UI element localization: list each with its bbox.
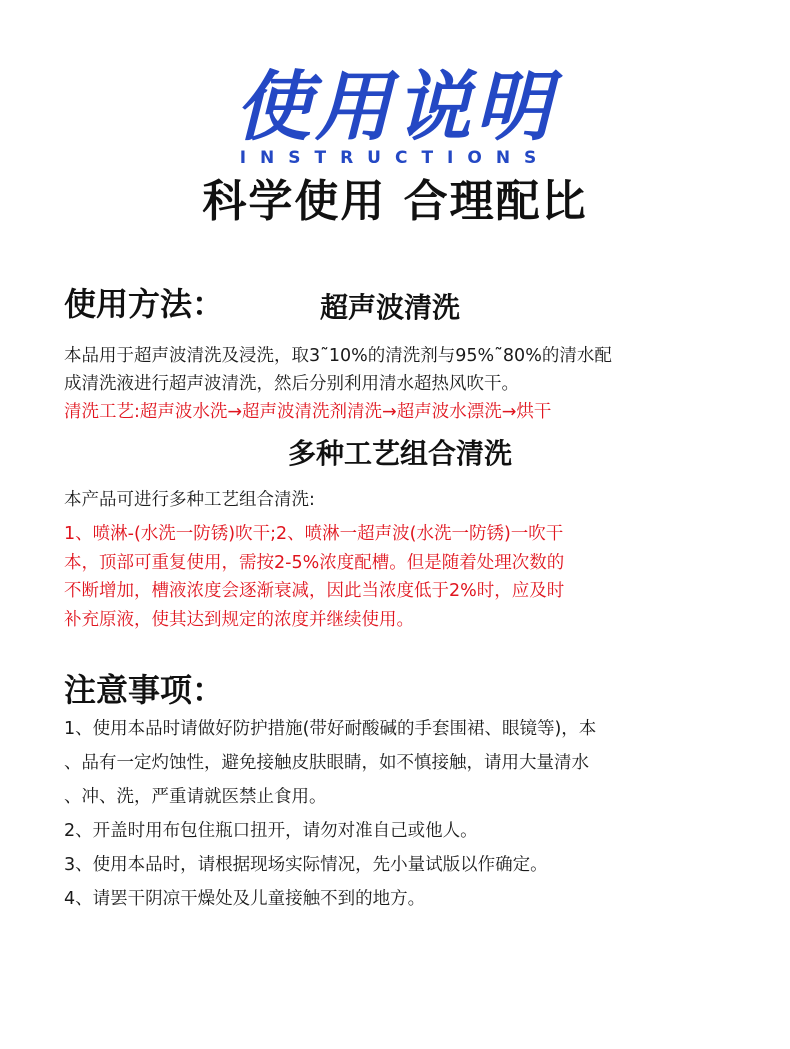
note-item: 2、开盖时用布包住瓶口扭开，请勿对准自己或他人。 — [64, 821, 478, 841]
note-item: 、品有一定灼蚀性，避免接触皮肤眼睛，如不慎接触，请用大量清水 — [64, 753, 589, 773]
usage-description — [64, 342, 744, 398]
usage-description-line: 本品用于超声波清洗及浸洗，取3˜10%的清洗剂与95%˜80%的清水配 — [64, 346, 612, 366]
cleaning-process: 清洗工艺:超声波水洗→超声波清洗剂清洗→超声波水漂洗→烘干 — [64, 402, 552, 422]
note-item: 4、请罢干阴凉干燥处及儿童接触不到的地方。 — [64, 889, 426, 909]
note-item: 、冲、洗，严重请就医禁止食用。 — [64, 787, 327, 807]
combination-detail-line: 1、喷淋-(水洗一防锈)吹干;2、喷淋一超声波(水洗一防锈)一吹干 — [64, 524, 564, 544]
notes-list — [64, 712, 724, 916]
note-item: 3、使用本品时，请根据现场实际情况，先小量试版以作确定。 — [64, 855, 548, 875]
page-title-english: INSTRUCTIONS — [239, 148, 551, 168]
combination-detail-line: 不断增加，槽液浓度会逐渐衰减，因此当浓度低于2%时，应及时 — [64, 581, 565, 601]
usage-heading: 使用方法： — [64, 285, 225, 323]
combination-heading: 多种工艺组合清洗 — [287, 437, 512, 470]
note-item: 1、使用本品时请做好防护措施(带好耐酸碱的手套围裙、眼镜等)，本 — [64, 719, 597, 739]
combination-detail — [64, 520, 704, 634]
page-title: 使用说明 — [235, 62, 555, 151]
notes-heading: 注意事项： — [64, 671, 225, 709]
usage-method-heading: 超声波清洗 — [320, 291, 461, 324]
usage-description-line: 成清洗液进行超声波清洗，然后分别利用清水超热风吹干。 — [64, 374, 519, 394]
combination-intro: 本产品可进行多种工艺组合清洗: — [64, 490, 315, 510]
page-subtitle: 科学使用 合理配比 — [202, 176, 588, 227]
combination-detail-line: 本，顶部可重复使用，需按2-5%浓度配槽。但是随着处理次数的 — [64, 552, 565, 573]
combination-detail-line: 补充原液，使其达到规定的浓度并继续使用。 — [64, 609, 414, 630]
